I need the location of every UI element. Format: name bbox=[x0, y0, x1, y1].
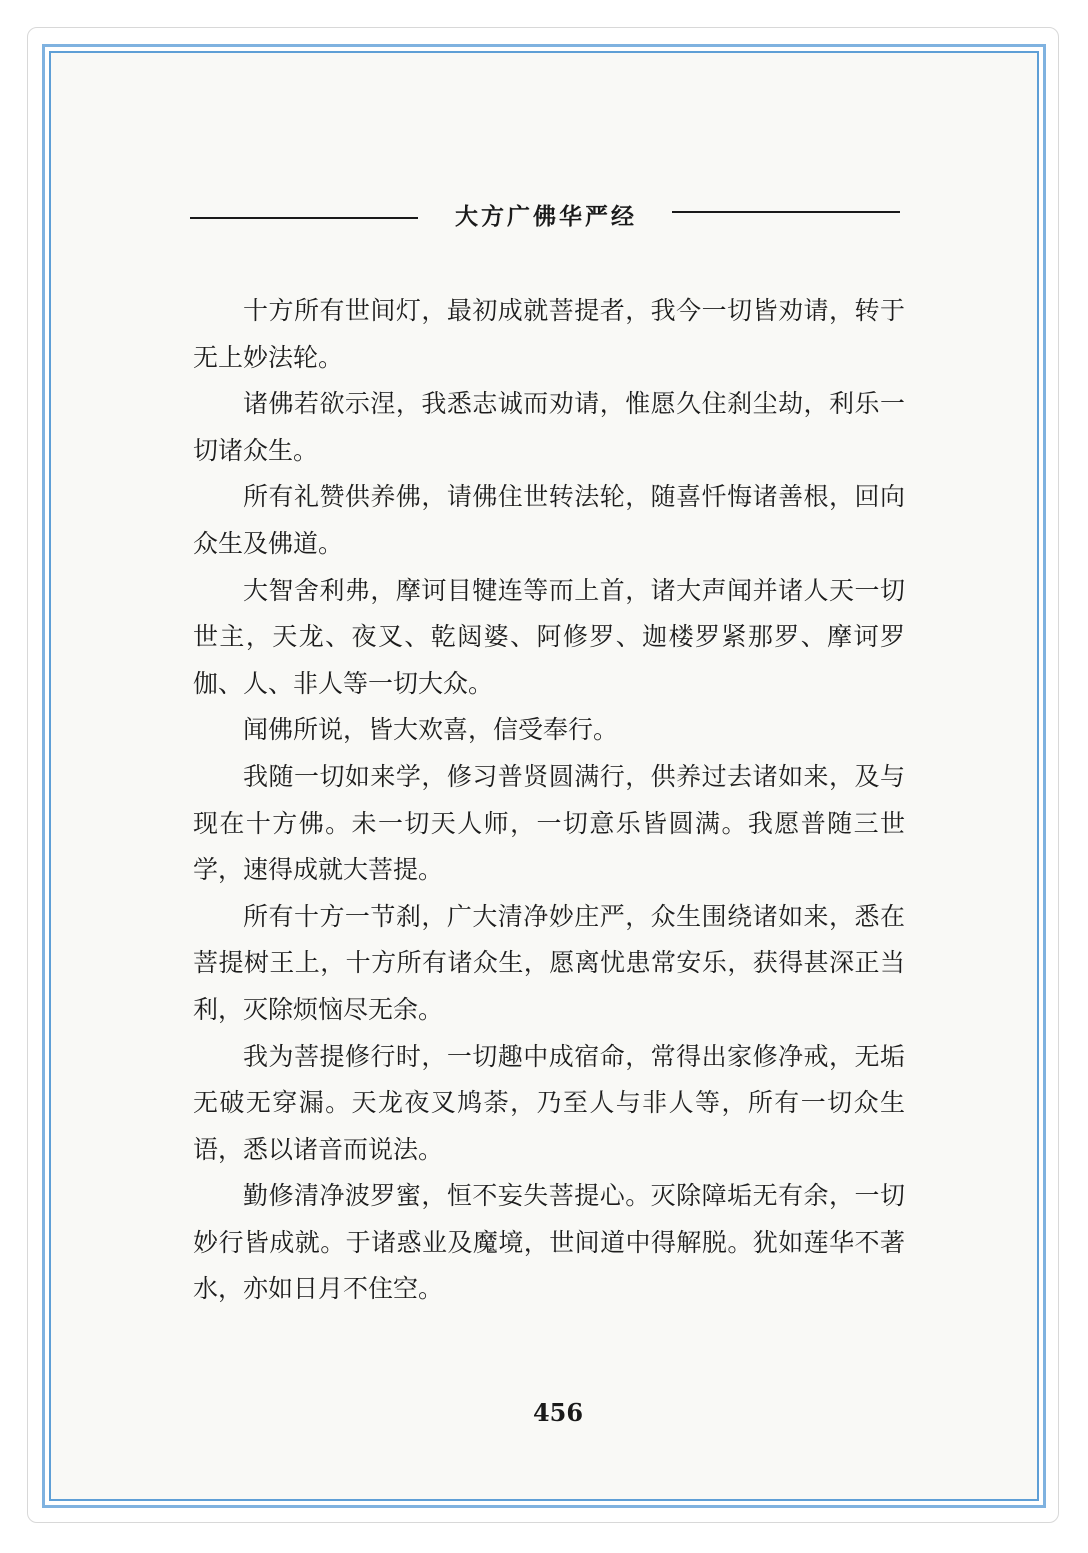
header-title: 大方广佛华严经 bbox=[455, 203, 637, 230]
scripture-body bbox=[193, 288, 905, 1313]
paragraph: 所有礼赞供养佛，请佛住世转法轮，随喜忏悔诸善根，回向众生及佛道。 bbox=[193, 482, 905, 558]
paragraph: 诸佛若欲示涅，我悉志诚而劝请，惟愿久住刹尘劫，利乐一切诸众生。 bbox=[193, 389, 905, 465]
paragraph: 我为菩提修行时，一切趣中成宿命，常得出家修净戒，无垢无破无穿漏。天龙夜叉鸠荼，乃至人与非人等，所有一切众生语，悉以诸音而说法。 bbox=[193, 1041, 905, 1164]
paragraph: 所有十方一节刹，广大清净妙庄严，众生围绕诸如来，悉在菩提树王上，十方所有诸众生，愿离忧患常安乐，获得甚深正当利，灭除烦恼尽无余。 bbox=[193, 901, 905, 1024]
paragraph: 我随一切如来学，修习普贤圆满行，供养过去诸如来，及与现在十方佛。未一切天人师，一切意乐皆圆满。我愿普随三世学，速得成就大菩提。 bbox=[193, 761, 905, 885]
paragraph: 闻佛所说，皆大欢喜，信受奉行。 bbox=[243, 715, 619, 745]
paragraph: 十方所有世间灯，最初成就菩提者，我今一切皆劝请，转于无上妙法轮。 bbox=[193, 296, 905, 372]
running-header bbox=[190, 196, 900, 236]
paragraph: 勤修清净波罗蜜，恒不妄失菩提心。灭除障垢无有余，一切妙行皆成就。于诸惑业及魔境，世间道中得解脱。犹如莲华不著水，亦如日月不住空。 bbox=[193, 1181, 905, 1304]
page-number: 456 bbox=[532, 1398, 584, 1427]
paragraph: 大智舍利弗，摩诃目犍连等而上首，诸大声闻并诸人天一切世主，天龙、夜叉、乾闼婆、阿修罗、迦楼罗紧那罗、摩诃罗伽、人、非人等一切大众。 bbox=[193, 575, 905, 698]
header-rule-left bbox=[190, 217, 418, 219]
header-rule-right bbox=[672, 211, 900, 213]
